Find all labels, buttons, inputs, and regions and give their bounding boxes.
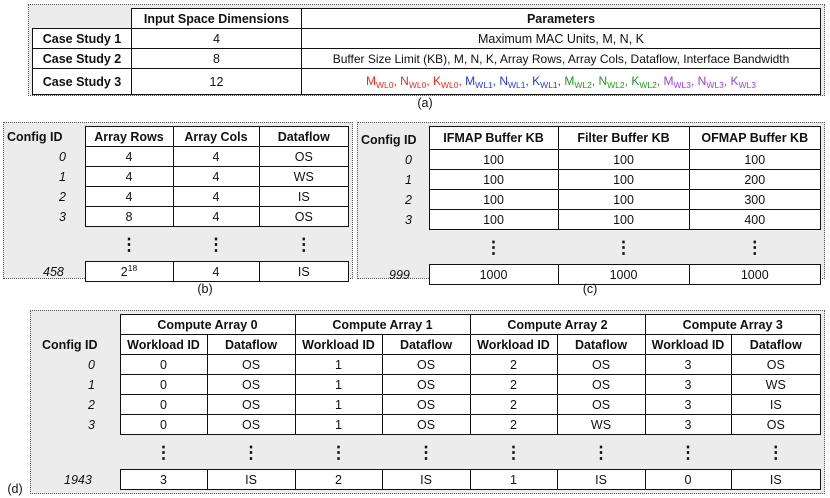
dataflow-cell: WS — [557, 415, 645, 435]
filter-cell: 100 — [558, 150, 689, 170]
workload-id-cell: 2 — [295, 470, 382, 490]
ifmap-cell: 100 — [429, 150, 558, 170]
ofmap-cell: 1000 — [689, 265, 821, 285]
param-token: $M_{WL2}$ — [564, 73, 592, 90]
workload-id-cell: 1 — [470, 470, 557, 490]
table-row — [7, 167, 349, 187]
workload-id-cell: 3 — [120, 470, 207, 490]
case-study-row — [33, 29, 821, 49]
array-rows-cell: 4 — [85, 167, 173, 187]
array-rows-cell: $2^{18}$ — [85, 262, 173, 282]
workload-id-cell: 1 — [295, 375, 382, 395]
workload-id-cell: 2 — [470, 375, 557, 395]
dataflow-cell: OS — [382, 395, 470, 415]
dataflow-cell: OS — [557, 355, 645, 375]
dataflow-cell: OS — [557, 395, 645, 415]
header-dataflow: Dataflow — [207, 335, 295, 355]
header-input-dims: Input Space Dimensions — [132, 9, 302, 29]
header-ifmap: IFMAP Buffer KB — [429, 127, 558, 150]
array-cols-cell: 4 — [173, 262, 259, 282]
config-id: 2 — [59, 189, 66, 204]
config-id: 1 — [59, 169, 66, 184]
param-token: $M_{WL0}$ — [366, 73, 394, 90]
dataflow-cell: OS — [382, 355, 470, 375]
header-dataflow: Dataflow — [557, 335, 645, 355]
table-row — [34, 375, 821, 395]
table-row — [361, 170, 821, 190]
table-row — [361, 210, 821, 230]
dataflow-cell: OS — [207, 395, 295, 415]
ifmap-cell: 100 — [429, 210, 558, 230]
workload-id-cell: 2 — [470, 415, 557, 435]
ifmap-cell: 100 — [429, 170, 558, 190]
dataflow-cell: OS — [259, 207, 349, 227]
dataflow-cell: OS — [731, 355, 821, 375]
case-study-table — [32, 8, 821, 95]
param-token: $N_{WL2}$ — [598, 73, 625, 90]
workload-id-cell: 1 — [295, 355, 382, 375]
filter-cell: 100 — [558, 210, 689, 230]
case-study-row — [33, 49, 821, 69]
config-id: 1 — [405, 172, 412, 187]
workload-id-cell: 0 — [645, 470, 731, 490]
header-ofmap: OFMAP Buffer KB — [689, 127, 821, 150]
dataflow-cell: OS — [557, 375, 645, 395]
dataflow-cell: OS — [259, 147, 349, 167]
array-cols-cell: 4 — [173, 167, 259, 187]
config-id: 458 — [43, 264, 64, 279]
array-cols-cell: 4 — [173, 187, 259, 207]
array-rows-cell: 4 — [85, 187, 173, 207]
workload-id-cell: 3 — [645, 415, 731, 435]
dataflow-cell: OS — [207, 355, 295, 375]
dataflow-cell: IS — [382, 470, 470, 490]
config-id: 2 — [88, 397, 95, 412]
case-study-row — [33, 69, 821, 95]
group-header: Compute Array 0 — [120, 315, 295, 335]
table-row — [361, 190, 821, 210]
header-workload-id: Workload ID — [295, 335, 382, 355]
config-id: 0 — [405, 152, 412, 167]
ofmap-cell: 100 — [689, 150, 821, 170]
case-study-params: Buffer Size Limit (KB), M, N, K, Array Rows, Array Cols, Dataflow, Interface Bandwidth — [302, 49, 821, 69]
case-study-name: Case Study 2 — [33, 49, 132, 69]
workload-id-cell: 0 — [120, 415, 207, 435]
caption-c: (c) — [582, 282, 598, 296]
ifmap-cell: 1000 — [429, 265, 558, 285]
workload-id-cell: 0 — [120, 395, 207, 415]
caption-d: (d) — [7, 482, 23, 496]
config-id: 999 — [389, 267, 410, 282]
array-cols-cell: 4 — [173, 147, 259, 167]
dataflow-cell: IS — [207, 470, 295, 490]
dataflow-cell: OS — [207, 415, 295, 435]
config-id: 0 — [59, 149, 66, 164]
config-id: 1 — [88, 377, 95, 392]
header-empty — [33, 9, 132, 29]
dataflow-cell: IS — [259, 187, 349, 207]
table-row — [361, 150, 821, 170]
config-id: 0 — [88, 357, 95, 372]
table-row — [34, 355, 821, 375]
config-id: 3 — [405, 212, 412, 227]
param-token: $N_{WL0}$ — [400, 73, 427, 90]
workload-id-cell: 3 — [645, 355, 731, 375]
workload-id-cell: 3 — [645, 375, 731, 395]
dataflow-cell: IS — [731, 395, 821, 415]
header-config-id: Config ID — [361, 133, 417, 147]
param-token: $M_{WL1}$ — [465, 73, 493, 90]
case-study-dims: 8 — [132, 49, 302, 69]
case-study-3-params: $M_{WL0}$, $N_{WL0}$, $K_{WL0}$, $M_{WL1}$, $N_{WL1}$, $K_{WL1}$, $M_{WL2}$, $N_{WL2}$, $K_{WL2}$, $M_{WL3}$, $N_{WL3}$, $K_{WL3}$ — [302, 69, 821, 95]
header-workload-id: Workload ID — [120, 335, 207, 355]
param-token: $K_{WL2}$ — [631, 73, 657, 90]
dataflow-cell: OS — [731, 415, 821, 435]
dataflow-cell: IS — [259, 262, 349, 282]
case-study-params: Maximum MAC Units, M, N, K — [302, 29, 821, 49]
config-id: 3 — [59, 209, 66, 224]
header-dataflow: Dataflow — [731, 335, 821, 355]
header-array-cols: Array Cols — [173, 127, 259, 147]
header-config-id: Config ID — [7, 129, 63, 144]
workload-id-cell: 1 — [295, 395, 382, 415]
header-workload-id: Workload ID — [645, 335, 731, 355]
workload-id-cell: 2 — [470, 355, 557, 375]
param-token: $K_{WL0}$ — [433, 73, 459, 90]
case-study-dims: 4 — [132, 29, 302, 49]
table-row — [34, 415, 821, 435]
case-study-name: Case Study 1 — [33, 29, 132, 49]
dataflow-cell: IS — [557, 470, 645, 490]
filter-cell: 1000 — [558, 265, 689, 285]
workload-id-cell: 0 — [120, 375, 207, 395]
table-row — [34, 395, 821, 415]
param-token: $K_{WL1}$ — [532, 73, 558, 90]
dataflow-cell: OS — [207, 375, 295, 395]
header-filter: Filter Buffer KB — [558, 127, 689, 150]
group-header: Compute Array 1 — [295, 315, 470, 335]
dataflow-cell: WS — [731, 375, 821, 395]
array-rows-cell: 8 — [85, 207, 173, 227]
workload-id-cell: 3 — [645, 395, 731, 415]
array-rows-cell: 4 — [85, 147, 173, 167]
param-token: $N_{WL3}$ — [697, 73, 724, 90]
array-config-table: Config ID Array Rows Array Cols Dataflow 0 4 4 OS 1 4 4 WS 2 4 4 IS 3 8 4 OS ⋮ ⋮ ⋮ 458 $2^{18}$ 4 IS — [7, 126, 349, 282]
dataflow-cell: WS — [259, 167, 349, 187]
param-token: $N_{WL1}$ — [499, 73, 526, 90]
caption-b: (b) — [197, 282, 213, 296]
workload-id-cell: 1 — [295, 415, 382, 435]
header-workload-id: Workload ID — [470, 335, 557, 355]
array-cols-cell: 4 — [173, 207, 259, 227]
header-dataflow: Dataflow — [259, 127, 349, 147]
ofmap-cell: 300 — [689, 190, 821, 210]
ifmap-cell: 100 — [429, 190, 558, 210]
workload-id-cell: 0 — [120, 355, 207, 375]
buffer-config-table: Config ID IFMAP Buffer KB Filter Buffer KB OFMAP Buffer KB 0 100 100 100 1 100 100 200 2 100 100 300 3 100 100 400 ⋮ ⋮ ⋮ 999 1000 1000 1000 — [361, 126, 821, 285]
config-id: 1943 — [64, 472, 92, 487]
group-header: Compute Array 2 — [470, 315, 645, 335]
ofmap-cell: 400 — [689, 210, 821, 230]
ofmap-cell: 200 — [689, 170, 821, 190]
filter-cell: 100 — [558, 170, 689, 190]
dataflow-cell: OS — [382, 415, 470, 435]
workload-id-cell: 2 — [470, 395, 557, 415]
table-row — [34, 470, 821, 490]
filter-cell: 100 — [558, 190, 689, 210]
caption-a: (a) — [417, 96, 433, 110]
dataflow-cell: OS — [382, 375, 470, 395]
header-config-id: Config ID — [42, 337, 98, 352]
group-header: Compute Array 3 — [645, 315, 821, 335]
config-id: 3 — [88, 417, 95, 432]
case-study-dims: 12 — [132, 69, 302, 95]
table-row — [7, 207, 349, 227]
case-study-name: Case Study 3 — [33, 69, 132, 95]
dataflow-cell: IS — [731, 470, 821, 490]
header-parameters: Parameters — [302, 9, 821, 29]
param-token: $M_{WL3}$ — [663, 73, 691, 90]
table-row — [7, 147, 349, 167]
table-row — [7, 262, 349, 282]
header-array-rows: Array Rows — [85, 127, 173, 147]
header-dataflow: Dataflow — [382, 335, 470, 355]
param-token: $K_{WL3}$ — [730, 73, 756, 90]
table-row — [7, 187, 349, 207]
multi-array-table: Compute Array 0 Compute Array 1 Compute Array 2 Compute Array 3 Config ID Workload ID Dataflow Workload ID Dataflow Workload ID Dataflow Workload ID Dataflow 0 0 OS 1 OS 2 OS 3 OS 1 0 OS 1 OS 2 OS 3 WS 2 0 OS 1 OS 2 OS 3 IS 3 0 OS 1 OS 2 WS 3 OS ⋮ ⋮ ⋮ ⋮ ⋮ ⋮ ⋮ ⋮ 1943 3 IS 2 IS 1 IS 0 IS — [34, 314, 821, 490]
config-id: 2 — [405, 192, 412, 207]
